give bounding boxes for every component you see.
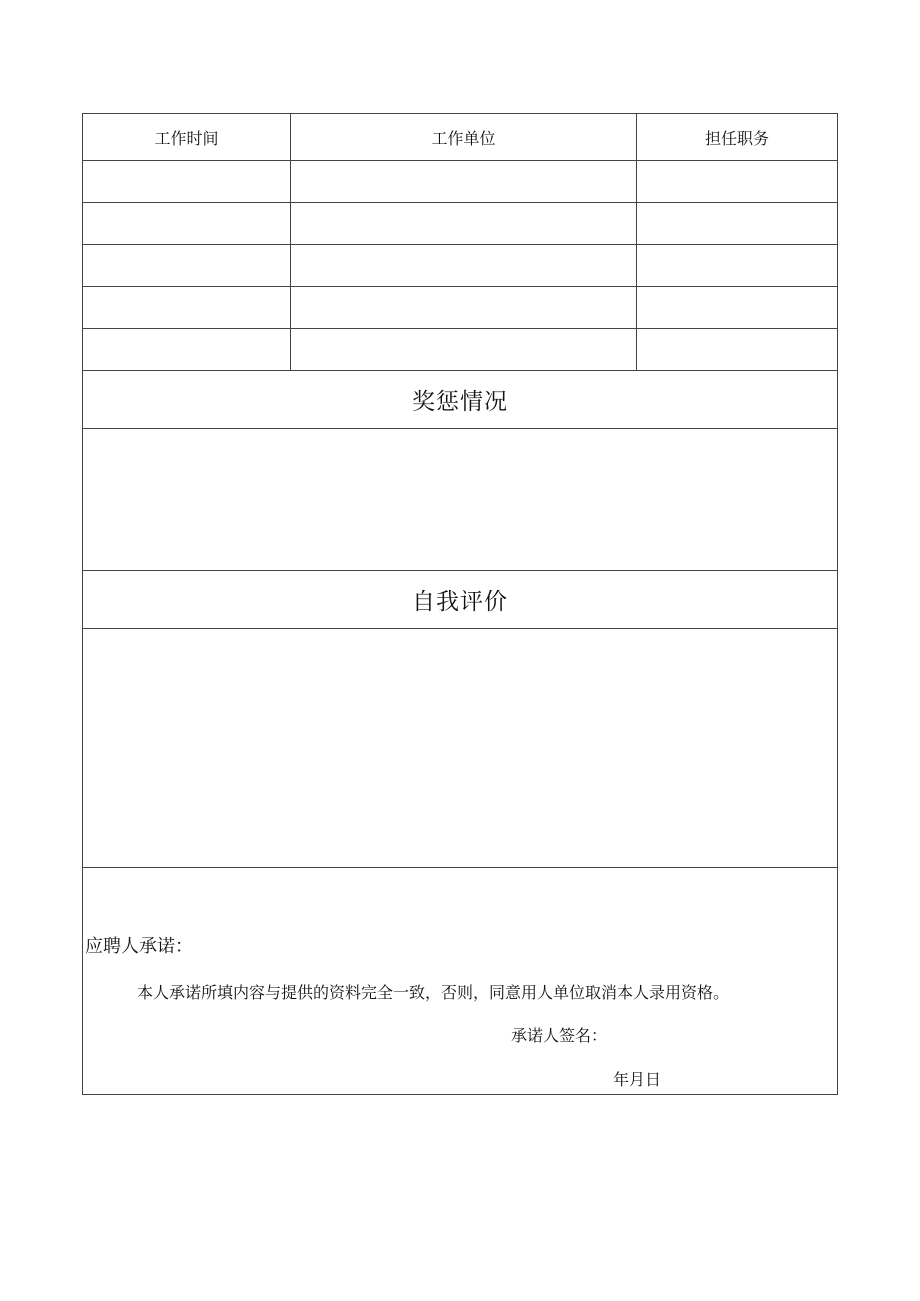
work-unit-cell[interactable] — [291, 161, 637, 203]
table-row — [83, 203, 838, 245]
commitment-cell — [83, 868, 838, 1095]
work-time-cell[interactable] — [83, 329, 291, 371]
header-work-time: 工作时间 — [83, 114, 291, 161]
application-form-table — [82, 113, 838, 1095]
rewards-title-row — [83, 371, 838, 429]
work-unit-cell[interactable] — [291, 329, 637, 371]
position-cell[interactable] — [637, 329, 838, 371]
position-cell[interactable] — [637, 287, 838, 329]
position-cell[interactable] — [637, 203, 838, 245]
work-time-cell[interactable] — [83, 245, 291, 287]
work-unit-cell[interactable] — [291, 287, 637, 329]
rewards-section-title: 奖惩情况 — [83, 371, 838, 429]
header-work-unit: 工作单位 — [291, 114, 637, 161]
self-evaluation-title-row — [83, 571, 838, 629]
work-time-cell[interactable] — [83, 203, 291, 245]
work-time-cell[interactable] — [83, 287, 291, 329]
commitment-statement: 本人承诺所填内容与提供的资料完全一致，否则，同意用人单位取消本人录用资格。 — [137, 983, 730, 1002]
table-row — [83, 245, 838, 287]
position-cell[interactable] — [637, 161, 838, 203]
header-position: 担任职务 — [637, 114, 838, 161]
date-label[interactable]: 年月日 — [613, 1070, 662, 1089]
self-evaluation-content-area[interactable] — [83, 629, 838, 868]
commitment-label: 应聘人承诺： — [85, 936, 193, 957]
work-unit-cell[interactable] — [291, 245, 637, 287]
rewards-content-area[interactable] — [83, 429, 838, 571]
rewards-content-row — [83, 429, 838, 571]
self-evaluation-section-title: 自我评价 — [83, 571, 838, 629]
signer-label[interactable]: 承诺人签名： — [511, 1026, 608, 1045]
work-unit-cell[interactable] — [291, 203, 637, 245]
self-evaluation-content-row — [83, 629, 838, 868]
table-row — [83, 287, 838, 329]
table-row — [83, 161, 838, 203]
work-history-header-row — [83, 114, 838, 161]
commitment-row — [83, 868, 838, 1095]
table-row — [83, 329, 838, 371]
work-time-cell[interactable] — [83, 161, 291, 203]
position-cell[interactable] — [637, 245, 838, 287]
